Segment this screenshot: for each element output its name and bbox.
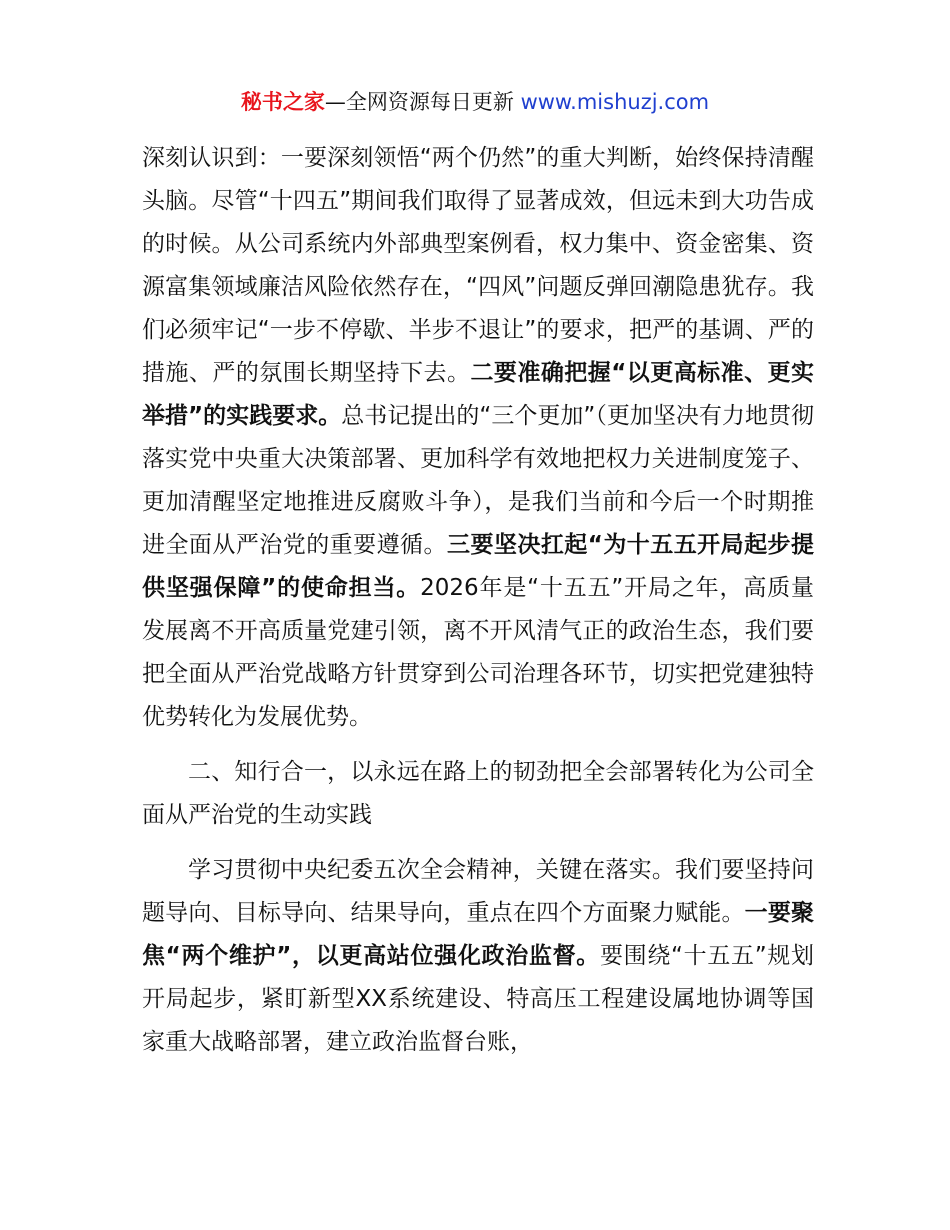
text-segment: 学习贯彻中央纪委五次全会精神，关键在落实。我们要坚持问题导向、目标导向、结果导向，重点在四个方面聚力赋能。 (142, 857, 814, 926)
paragraph-3 (142, 849, 814, 1064)
site-url-link[interactable]: www.mishuzj.com (520, 90, 710, 114)
section-heading (142, 751, 814, 837)
brand-name: 秘书之家 (240, 90, 325, 114)
text-segment: 深刻认识到：一要深刻领悟“两个仍然”的重大判断，始终保持清醒头脑。尽管“十四五”期间我们取得了显著成效，但远未到大功告成的时候。从公司系统内外部典型案例看，权力集中、资金密集、资源富集领域廉洁风险依然存在，“四风”问题反弹回潮隐患犹存。我们必须牢记“一步不停歇、半步不退让”的要求，把严的基调、严的措施、严的氛围长期坚持下去。 (142, 145, 814, 386)
text-segment: 总书记提出的“三个更加”（更加坚决有力地贯彻落实党中央重大决策部署、更加科学有效地把权力关进制度笼子、更加清醒坚定地推进反腐败斗争），是我们当前和今后一个时期推进全面从严治党的重要遵循。 (142, 403, 814, 558)
heading-text: 二、知行合一，以永远在路上的韧劲把全会部署转化为公司全面从严治党的生动实践 (142, 759, 814, 828)
bold-segment: 一要聚焦“两个维护”，以更高站位强化政治监督。 (142, 900, 815, 969)
text-segment: 2026年是“十五五”开局之年，高质量发展离不开高质量党建引领，离不开风清气正的政治生态，我们要把全面从严治党战略方针贯穿到公司治理各环节，切实把党建独特优势转化为发展优势。 (142, 575, 814, 730)
bold-segment: 二要准确把握“以更高标准、更实举措”的实践要求。 (142, 360, 814, 429)
header-tagline: —全网资源每日更新 (324, 90, 514, 114)
bold-segment: 三要坚决扛起“为十五五开局起步提供坚强保障”的使命担当。 (142, 532, 814, 601)
paragraph-1 (142, 137, 814, 739)
document-body (142, 137, 814, 1064)
page-header (0, 86, 950, 118)
text-segment: 要围绕“十五五”规划开局起步，紧盯新型XX系统建设、特高压工程建设属地协调等国家重大战略部署，建立政治监督台账， (142, 943, 814, 1055)
